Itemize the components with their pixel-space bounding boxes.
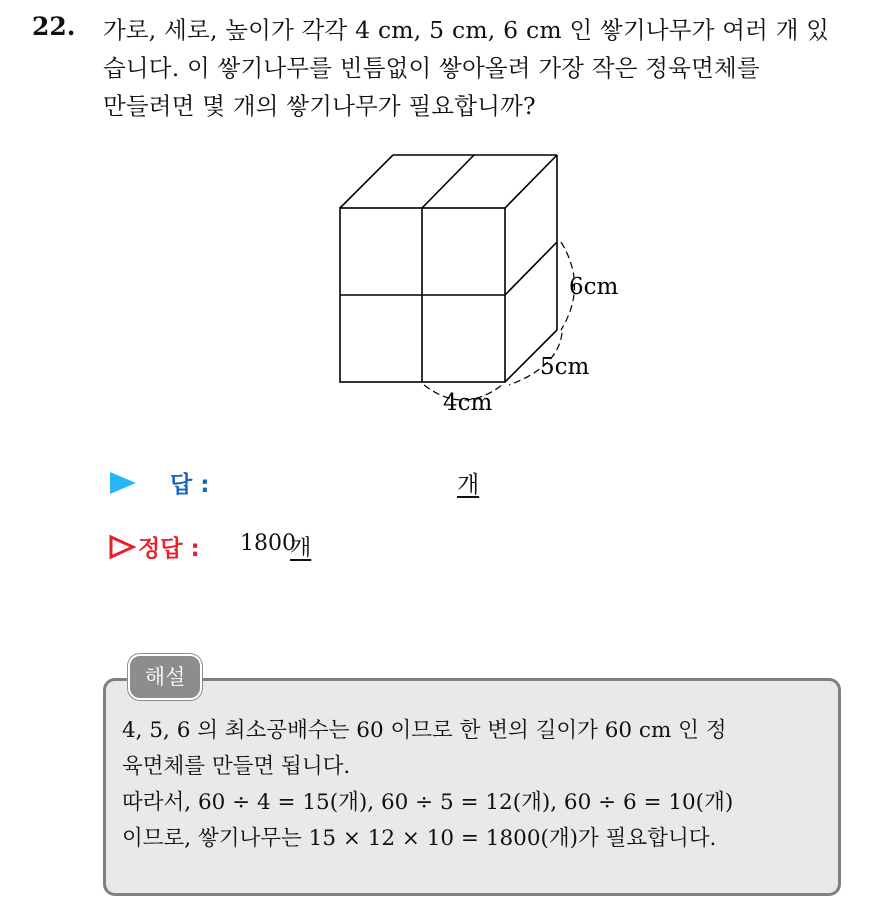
explanation-line-4: 이므로, 쌓기나무는 15 × 12 × 10 = 1800(개)가 필요합니다. [122, 826, 717, 851]
depth-label: 5cm [540, 354, 590, 380]
height-label: 6cm [569, 274, 619, 300]
explanation-text [122, 713, 834, 857]
question-line-3: 만들려면 몇 개의 쌓기나무가 필요합니까? [103, 92, 536, 120]
explanation-tag: 해설 [128, 654, 202, 700]
top-divider [422, 155, 474, 208]
correct-answer-value: 1800 [240, 531, 296, 556]
right-divider [505, 242, 557, 295]
question-text [103, 11, 865, 125]
correct-answer-row [108, 530, 608, 564]
question-number: 22. [32, 12, 76, 41]
stacked-blocks-figure [320, 145, 640, 425]
play-triangle-icon [108, 470, 138, 496]
top-right-edge [505, 155, 557, 208]
correct-answer-unit: 개 [290, 536, 312, 561]
question-line-1: 가로, 세로, 높이가 각각 4 cm, 5 cm, 6 cm 인 쌓기나무가 여러 개 있 [103, 16, 830, 44]
answer-label: 답 : [170, 472, 210, 498]
top-left-edge [340, 155, 393, 208]
explanation-line-1: 4, 5, 6 의 최소공배수는 60 이므로 한 변의 길이가 60 cm 인 정 [122, 718, 727, 743]
correct-answer-label: 정답 : [138, 536, 200, 562]
answer-row [108, 466, 608, 500]
width-label: 4cm [443, 390, 493, 416]
answer-unit: 개 [457, 472, 480, 498]
explanation-line-2: 육면체를 만들면 됩니다. [122, 754, 351, 779]
outline-triangle-icon [108, 534, 136, 560]
explanation-line-3: 따라서, 60 ÷ 4 = 15(개), 60 ÷ 5 = 12(개), 60 ÷ 6 = 10(개) [122, 790, 734, 815]
question-line-2: 습니다. 이 쌓기나무를 빈틈없이 쌓아올려 가장 작은 정육면체를 [103, 54, 760, 82]
cube-outline [340, 155, 557, 382]
